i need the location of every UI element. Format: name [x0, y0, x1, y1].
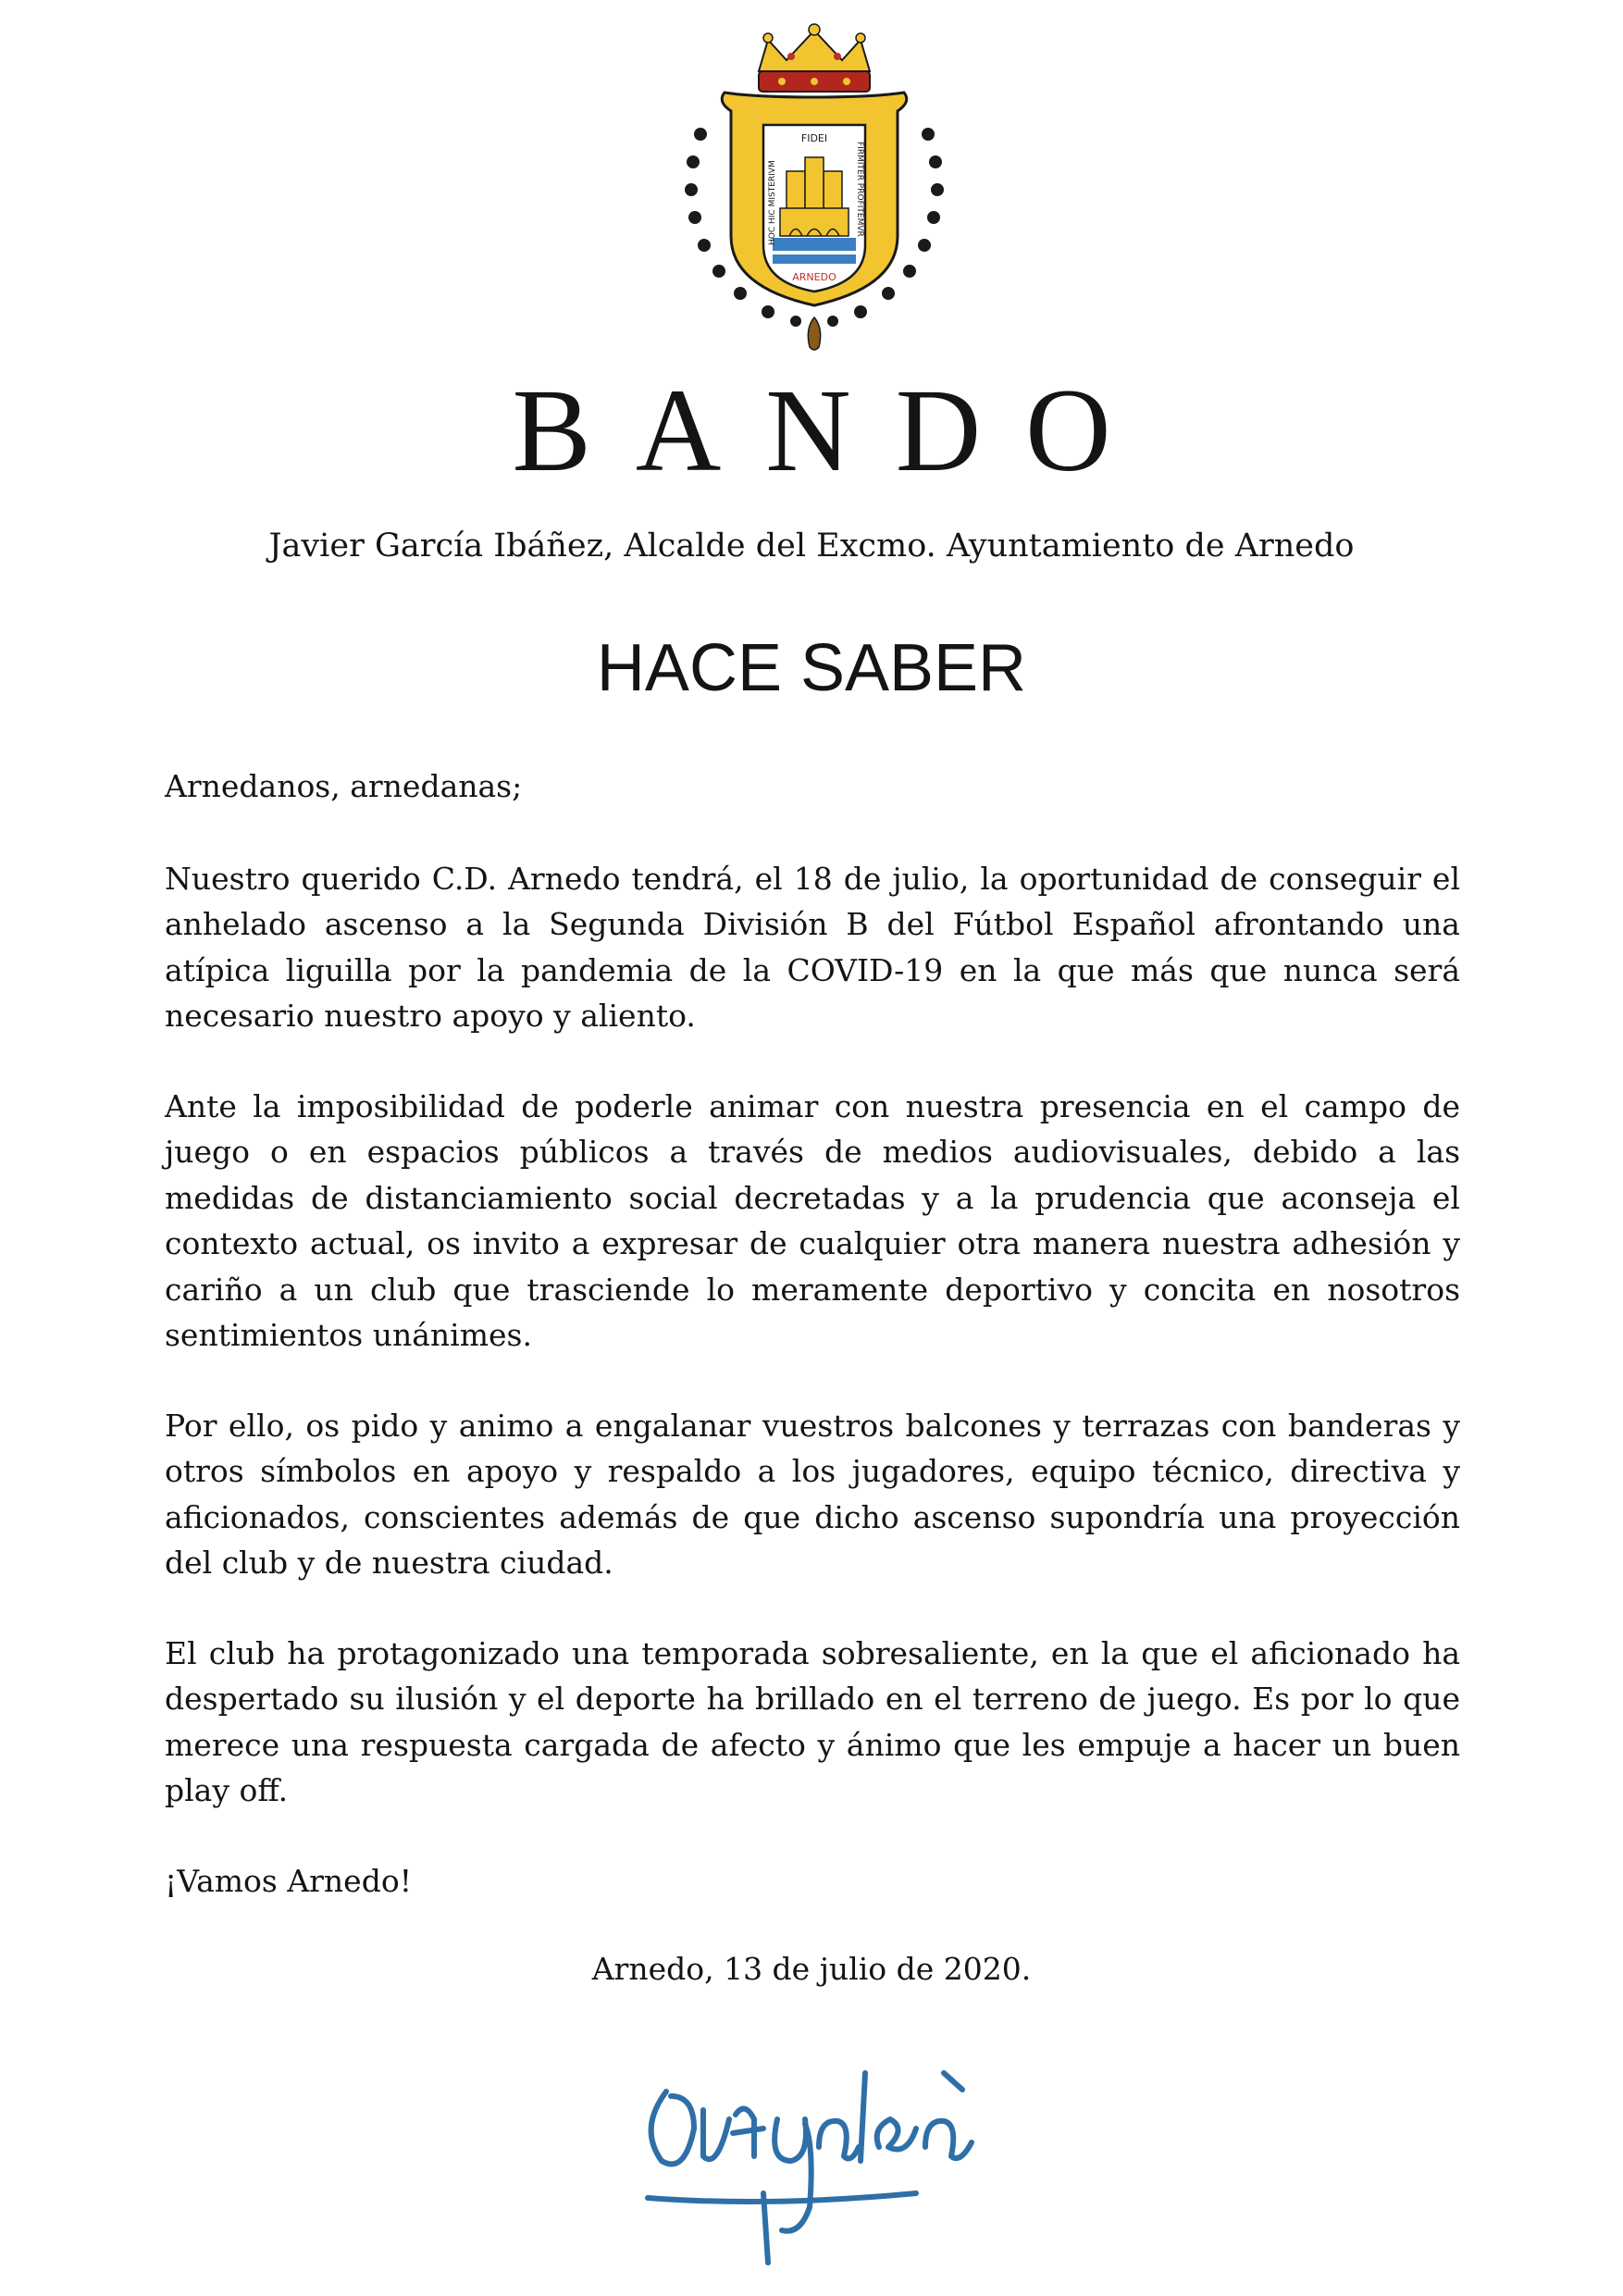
- crest-motto-top: FIDEI: [800, 132, 828, 144]
- page-title: BANDO: [512, 365, 1156, 496]
- dateline: Arnedo, 13 de julio de 2020.: [591, 1951, 1032, 1987]
- issuer-line: Javier García Ibáñez, Alcalde del Excmo. Ayuntamiento de Arnedo: [268, 527, 1355, 565]
- crown-icon: [759, 24, 870, 92]
- paragraph-4: El club ha protagonizado una temporada sobresaliente, en la que el aficionado ha despertado su ilusión y el deporte ha brillado en el terreno de juego. Es por lo que merece una respuesta cargada de afecto y ánimo que les empuje a hacer un buen play off.: [165, 1634, 1460, 1808]
- crest-town-name: ARNEDO: [792, 271, 836, 283]
- paragraph-1: Nuestro querido C.D. Arnedo tendrá, el 18 de julio, la oportunidad de conseguir el anhelado ascenso a la Segunda División B del Fútbol Español afrontando una atípica liguilla por la pandemia de la COVID-19 en la que más que nunca será necesario nuestro apoyo y aliento.: [165, 860, 1460, 1034]
- salutation: Arnedanos, arnedanas;: [165, 768, 523, 804]
- document-body: [165, 763, 1460, 1948]
- handwritten-signature: [629, 2008, 1018, 2277]
- paragraph-3: Por ello, os pido y animo a engalanar vuestros balcones y terrazas con banderas y otros símbolos en apoyo y respaldo a los jugadores, equipo técnico, directiva y aficionados, conscientes además de que dicho ascenso supondría una proyección del club y de nuestra ciudad.: [165, 1407, 1460, 1581]
- crest-motto-right: FIRMITER PROFITEMVR: [855, 142, 864, 237]
- crest-motto-left: HOC HIC MISTERIVM: [768, 160, 777, 245]
- pendant-icon: [808, 317, 820, 350]
- section-heading: HACE SABER: [596, 631, 1027, 705]
- closing-line: ¡Vamos Arnedo!: [165, 1862, 412, 1899]
- coat-of-arms-logo: [680, 23, 948, 356]
- paragraph-2: Ante la imposibilidad de poderle animar con nuestra presencia en el campo de juego o en espacios públicos a través de medios audiovisuales, debido a las medidas de distanciamiento social decretadas y a la prudencia que aconseja el contexto actual, os invito a expresar de cualquier otra manera nuestra adhesión y cariño a un club que trasciende lo meramente deportivo y concita en nosotros sentimientos unánimes.: [165, 1087, 1460, 1353]
